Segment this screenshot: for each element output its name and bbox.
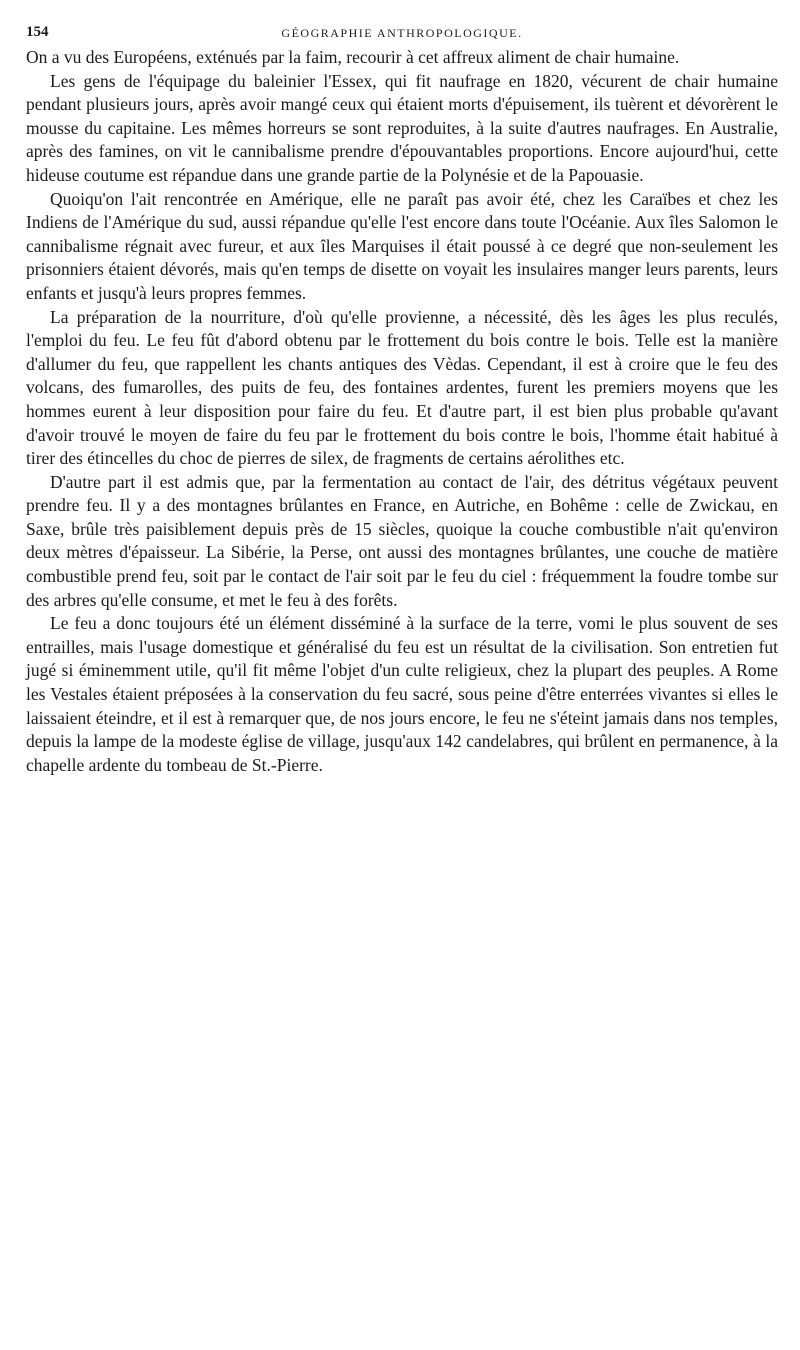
paragraph-5: D'autre part il est admis que, par la fermentation au contact de l'air, des détritus végétaux peuvent prendre feu. Il y a des montagnes brûlantes en France, en Autriche, en Bohême : celle de Zwickau, en Saxe, brûle très paisiblement depuis près de 15 siècles, quoique la couche combustible n'ait qu'environ deux mètres d'épaisseur. La Sibérie, la Perse, ont aussi des montagnes brûlantes, une couche de matière combustible prend feu, soit par le contact de l'air soit par le feu du ciel : fréquemment la foudre tombe sur des arbres qu'elle consume, et met le feu à des forêts. <box>26 471 778 610</box>
running-head <box>26 20 778 46</box>
running-title: GÉOGRAPHIE ANTHROPOLOGIQUE. <box>281 26 523 40</box>
paragraph-2: Les gens de l'équipage du baleinier l'Essex, qui fit naufrage en 1820, vécurent de chair humaine pendant plusieurs jours, après avoir mangé ceux qui étaient morts d'épuisement, ils tuèrent et dévorèrent le mousse du capitaine. Les mêmes horreurs se sont reproduites, à la suite d'autres naufrages. En Australie, après des famines, on vit le cannibalisme prendre d'épouvantables proportions. Encore aujourd'hui, cette hideuse coutume est répandue dans une grande partie de la Polynésie et de la Papouasie. <box>26 70 778 185</box>
body-text <box>26 46 778 777</box>
page-number: 154 <box>26 24 49 40</box>
paragraph-3: Quoiqu'on l'ait rencontrée en Amérique, elle ne paraît pas avoir été, chez les Caraïbes et chez les Indiens de l'Amérique du sud, aussi répandue qu'elle l'est encore dans toute l'Océanie. Aux îles Salomon le cannibalisme régnait avec fureur, et aux îles Marquises il était poussé à ce degré que non-seulement les prisonniers étaient dévorés, mais qu'en temps de disette on voyait les insulaires manger leurs parents, leurs enfants et jusqu'à leurs propres femmes. <box>26 188 778 303</box>
book-page <box>26 20 778 777</box>
paragraph-1: On a vu des Européens, exténués par la faim, recourir à cet affreux aliment de chair humaine. <box>26 47 680 67</box>
paragraph-6: Le feu a donc toujours été un élément disséminé à la surface de la terre, vomi le plus souvent de ses entrailles, mais l'usage domestique et généralisé du feu est un résultat de la civilisation. Son entretien fut jugé si éminemment utile, qu'il fit même l'objet d'un culte religieux, chez la plupart des peuples. A Rome les Vestales étaient préposées à la conservation du feu sacré, sous peine d'être enterrées vivantes si elles le laissaient éteindre, et il est à remarquer que, de nos jours encore, le feu ne s'éteint jamais dans nos temples, depuis la lampe de la modeste église de village, jusqu'aux 142 candelabres, qui brûlent en permanence, à la chapelle ardente du tombeau de St.-Pierre. <box>26 613 778 775</box>
paragraph-4: La préparation de la nourriture, d'où qu'elle provienne, a nécessité, dès les âges les plus reculés, l'emploi du feu. Le feu fût d'abord obtenu par le frottement du bois contre le bois. Telle est la manière d'allumer du feu, que rappellent les chants antiques des Vèdas. Cependant, il est à croire que le feu des volcans, des fumarolles, des puits de feu, des fontaines ardentes, furent les premiers moyens que les hommes eurent à leur disposition pour faire du feu. Et d'autre part, il est bien plus probable qu'avant d'avoir trouvé le moyen de faire du feu par le frottement du bois contre le bois, l'homme était habitué à tirer des étincelles du choc de pierres de silex, de fragments de certains aérolithes etc. <box>26 306 778 469</box>
